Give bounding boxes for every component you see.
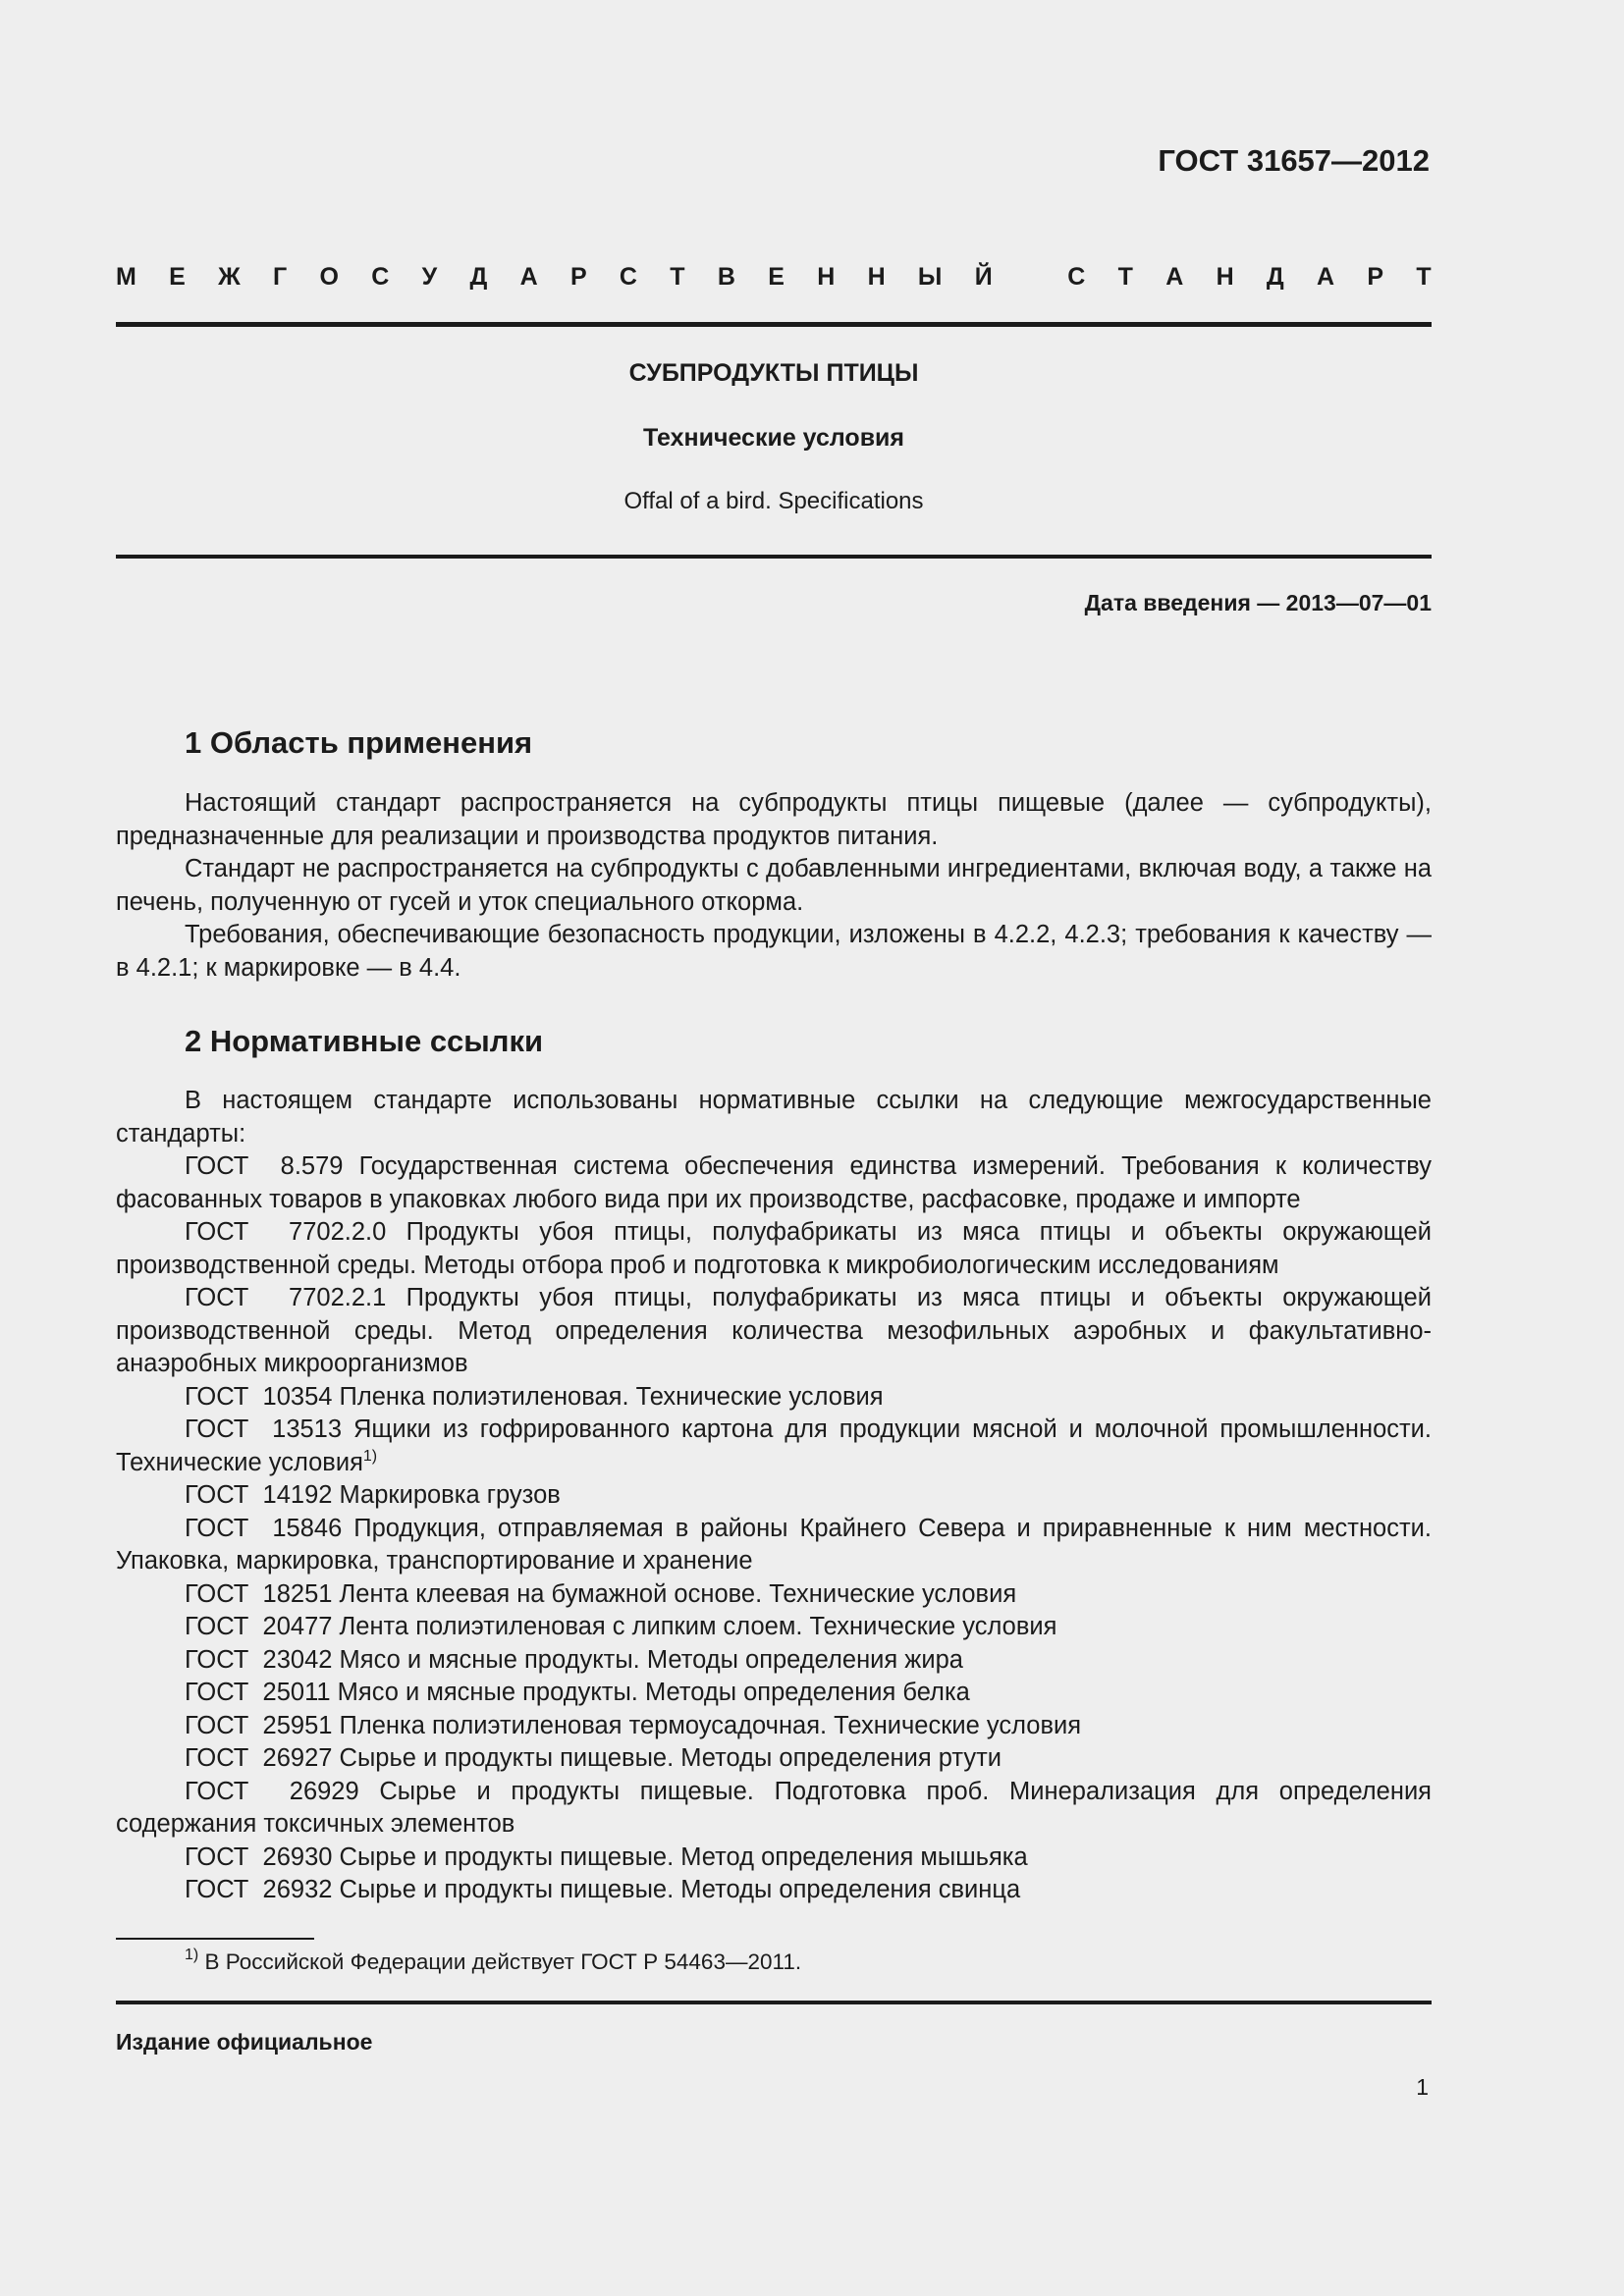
reference-code: ГОСТ 7702.2.1	[185, 1284, 387, 1311]
reference-title: Ящики из гофрированного картона для продукции мясной и молочной промышленности. Технические условия	[116, 1415, 1433, 1476]
english-title: Offal of a bird. Specifications	[623, 488, 924, 514]
reference-code: ГОСТ 26930	[185, 1842, 333, 1871]
footnote-reference: 1)	[362, 1447, 378, 1465]
top-rule	[116, 322, 1432, 327]
reference-item	[116, 1776, 1432, 1842]
reference-code: ГОСТ 20477	[185, 1613, 333, 1640]
reference-item	[116, 1150, 1432, 1216]
page-number: 1	[1416, 2074, 1429, 2100]
reference-code: ГОСТ 18251	[185, 1579, 333, 1608]
reference-title: Продукты убоя птицы, полуфабрикаты из мяса птицы и объекты окружающей производственной среды. Метод определения количества мезофильных аэробных и факультативно-анаэробных микроорганизмов	[116, 1284, 1432, 1377]
reference-code: ГОСТ 10354	[185, 1382, 333, 1411]
section-1-paragraph: Настоящий стандарт распространяется на субпродукты птицы пищевые (далее — субпродукты), предназначенные для реализации и производства продуктов питания.	[116, 789, 1432, 850]
reference-item	[116, 1710, 1432, 1743]
reference-title: Мясо и мясные продукты. Методы определения жира	[339, 1645, 963, 1674]
reference-item	[116, 1578, 1432, 1612]
reference-item	[116, 1677, 1432, 1710]
reference-code: ГОСТ 14192	[185, 1481, 333, 1509]
heading-letter: С	[619, 263, 637, 291]
reference-code: ГОСТ 25011	[185, 1679, 331, 1706]
heading-letter: А	[519, 263, 538, 291]
heading-letter: Ж	[218, 263, 241, 291]
reference-item	[116, 1513, 1432, 1578]
edition-label: Издание официальное	[116, 2029, 373, 2055]
heading-gap	[1025, 263, 1035, 292]
reference-code: ГОСТ 7702.2.0	[185, 1218, 387, 1246]
reference-item	[116, 1611, 1432, 1644]
heading-letter: О	[319, 263, 339, 291]
reference-item	[116, 1414, 1432, 1479]
reference-title: Продукция, отправляемая в районы Крайнего Севера и приравненные к ним местности. Упаковка, маркировка, транспортирование и хранение	[116, 1514, 1433, 1575]
reference-code: ГОСТ 8.579	[185, 1152, 344, 1180]
reference-code: ГОСТ 26932	[185, 1876, 333, 1903]
heading-letter: С	[371, 263, 390, 291]
heading-letter: Н	[1216, 263, 1234, 291]
reference-item	[116, 1282, 1432, 1381]
heading-letter: Е	[768, 263, 785, 291]
footnote-text: В Российской Федерации действует ГОСТ Р 54463—2011.	[204, 1949, 802, 1974]
heading-letter: Р	[569, 263, 587, 291]
section-1-paragraph: Требования, обеспечивающие безопасность продукции, изложены в 4.2.2, 4.2.3; требования к качеству — в 4.2.1; к маркировке — в 4.4.	[116, 921, 1432, 982]
heading-letter: Т	[1117, 263, 1133, 291]
standard-type-heading	[116, 263, 1432, 292]
heading-letter: Г	[273, 263, 288, 291]
reference-code: ГОСТ 15846	[185, 1514, 343, 1542]
reference-code: ГОСТ 13513	[185, 1415, 343, 1443]
heading-letter: Т	[1416, 263, 1432, 291]
reference-item	[116, 1644, 1432, 1678]
section-2-intro: В настоящем стандарте использованы нормативные ссылки на следующие межгосударственные стандарты:	[116, 1087, 1432, 1148]
reference-title: Лента полиэтиленовая с липким слоем. Технические условия	[339, 1613, 1057, 1640]
reference-title: Государственная система обеспечения единства измерений. Требования к количеству фасованных товаров в упаковках любого вида при их производстве, расфасовке, продаже и импорте	[116, 1152, 1432, 1213]
heading-letter: Е	[169, 263, 186, 291]
reference-code: ГОСТ 23042	[185, 1645, 333, 1674]
heading-letter: Й	[974, 263, 993, 291]
reference-title: Сырье и продукты пищевые. Методы определения ртути	[339, 1744, 1001, 1772]
heading-letter: А	[1317, 263, 1335, 291]
heading-letter: Д	[469, 263, 488, 291]
document-title: СУБПРОДУКТЫ ПТИЦЫ	[628, 359, 919, 387]
heading-letter: М	[116, 263, 136, 291]
reference-item	[116, 1381, 1432, 1415]
footnote	[185, 1949, 801, 1975]
reference-title: Сырье и продукты пищевые. Метод определения мышьяка	[339, 1842, 1028, 1871]
section-1-body	[116, 787, 1432, 985]
heading-letter: Ы	[917, 263, 943, 291]
introduction-date: Дата введения — 2013—07—01	[1084, 590, 1432, 615]
heading-letter: Н	[867, 263, 886, 291]
heading-letter: С	[1067, 263, 1086, 291]
reference-title: Сырье и продукты пищевые. Подготовка проб. Минерализация для определения содержания токсичных элементов	[116, 1777, 1432, 1838]
section-1-paragraph: Стандарт не распространяется на субпродукты с добавленными ингредиентами, включая воду, а также на печень, полученную от гусей и уток специального откорма.	[116, 855, 1432, 916]
heading-letter: Т	[670, 263, 685, 291]
section-1-heading: 1 Область применения	[185, 725, 533, 760]
reference-item	[116, 1874, 1432, 1907]
reference-title: Сырье и продукты пищевые. Методы определения свинца	[339, 1876, 1021, 1903]
heading-letter: В	[717, 263, 735, 291]
heading-letter: Д	[1266, 263, 1284, 291]
heading-letter: А	[1165, 263, 1184, 291]
reference-title: Пленка полиэтиленовая. Технические условия	[339, 1382, 884, 1411]
footer-rule	[116, 2001, 1432, 2004]
heading-letter: Н	[817, 263, 836, 291]
reference-item	[116, 1479, 1432, 1513]
section-2-heading: 2 Нормативные ссылки	[185, 1024, 544, 1058]
reference-item	[116, 1216, 1432, 1282]
reference-title: Лента клеевая на бумажной основе. Технические условия	[339, 1579, 1017, 1608]
reference-title: Продукты убоя птицы, полуфабрикаты из мяса птицы и объекты окружающей производственной среды. Методы отбора проб и подготовка к микробиологическим исследованиям	[116, 1218, 1432, 1279]
document-subtitle: Технические условия	[642, 424, 905, 452]
footnote-marker: 1)	[185, 1947, 199, 1963]
reference-list	[116, 1150, 1432, 1907]
reference-title: Маркировка грузов	[339, 1481, 561, 1509]
reference-code: ГОСТ 26929	[185, 1777, 359, 1805]
reference-title: Мясо и мясные продукты. Методы определения белка	[337, 1679, 970, 1706]
reference-code: ГОСТ 25951	[185, 1711, 333, 1739]
reference-item	[116, 1842, 1432, 1875]
reference-item	[116, 1742, 1432, 1776]
footnote-rule	[116, 1938, 314, 1940]
section-2-body	[116, 1085, 1432, 1907]
heading-letter: Р	[1367, 263, 1384, 291]
document-number: ГОСТ 31657—2012	[1158, 143, 1430, 178]
heading-letter: У	[421, 263, 438, 291]
title-rule	[116, 555, 1432, 559]
reference-code: ГОСТ 26927	[185, 1744, 333, 1772]
reference-title: Пленка полиэтиленовая термоусадочная. Технические условия	[339, 1711, 1082, 1739]
